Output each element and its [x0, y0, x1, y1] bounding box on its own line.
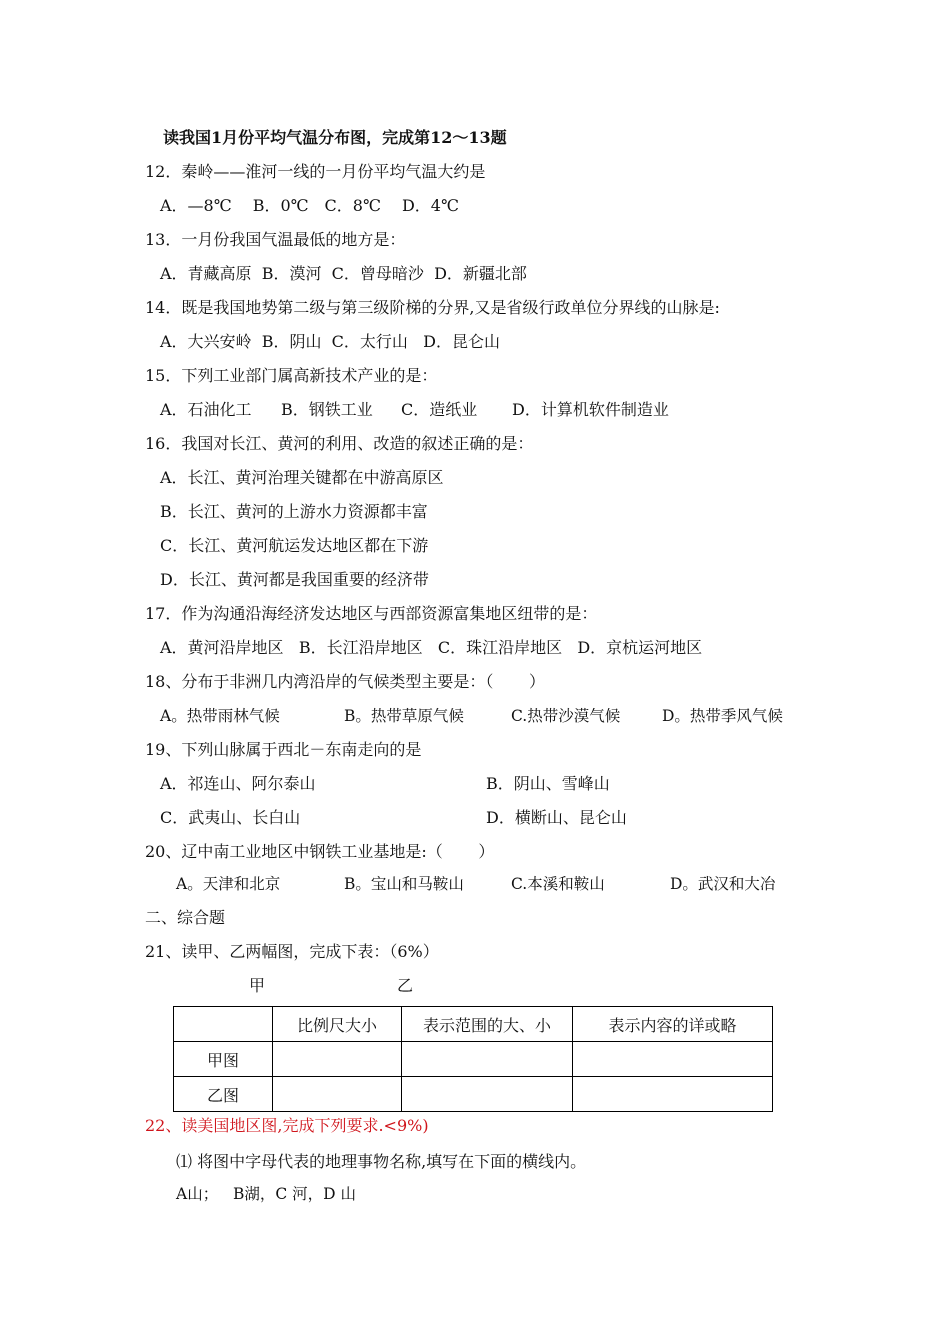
table-header-cell: 比例尺大小 — [273, 1007, 402, 1042]
table-header-row — [174, 1007, 773, 1042]
q16-option-b: B．长江、黄河的上游水力资源都丰富 — [160, 502, 428, 521]
table-row — [174, 1077, 773, 1112]
table-header-cell: 表示范围的大、小 — [402, 1007, 573, 1042]
map-jia-label: 甲 — [249, 976, 266, 995]
q12-options: A．—8℃ B．0℃ C．8℃ D．4℃ — [160, 196, 459, 215]
table-cell — [402, 1077, 573, 1112]
q16-option-a: A．长江、黄河治理关键都在中游高原区 — [160, 468, 444, 487]
q17-stem: 17．作为沟通沿海经济发达地区与西部资源富集地区纽带的是： — [145, 604, 598, 623]
q13-stem: 13．一月份我国气温最低的地方是： — [145, 230, 406, 249]
q19-option-b: B．阴山、雪峰山 — [486, 774, 610, 793]
table-cell: 乙图 — [174, 1077, 273, 1112]
q15-option-d: D．计算机软件制造业 — [512, 400, 669, 419]
q22-stem: 22、读美国地区图,完成下列要求.<9%) — [145, 1116, 429, 1135]
section-2-heading: 二、综合题 — [145, 908, 226, 927]
q13-options: A．青藏高原 B．漠河 C．曾母暗沙 D．新疆北部 — [160, 264, 527, 283]
q15-option-b: B．钢铁工业 — [281, 400, 373, 419]
table-cell: 甲图 — [174, 1042, 273, 1077]
q20-option-a: A。天津和北京 — [176, 875, 281, 893]
q22-answer-line: A山； B湖，C 河，D 山 — [176, 1185, 357, 1203]
q17-options: A．黄河沿岸地区 B．长江沿岸地区 C．珠江沿岸地区 D．京杭运河地区 — [160, 638, 703, 657]
table-cell — [273, 1042, 402, 1077]
q18-option-c: C.热带沙漠气候 — [511, 707, 621, 725]
table-cell — [273, 1077, 402, 1112]
q16-option-d: D．长江、黄河都是我国重要的经济带 — [160, 570, 429, 589]
q21-stem: 21、读甲、乙两幅图，完成下表：（6%） — [145, 942, 439, 961]
q16-stem: 16．我国对长江、黄河的利用、改造的叙述正确的是： — [145, 434, 534, 453]
table-cell — [402, 1042, 573, 1077]
q15-stem: 15．下列工业部门属高新技术产业的是： — [145, 366, 438, 385]
intro-line: 读我国1月份平均气温分布图，完成第12～13题 — [163, 128, 507, 147]
q18-option-b: B。热带草原气候 — [344, 707, 464, 725]
q18-option-a: A。热带雨林气候 — [160, 707, 280, 725]
table-header-cell: 表示内容的详或略 — [573, 1007, 773, 1042]
map-yi-label: 乙 — [397, 976, 414, 995]
q19-option-c: C．武夷山、长白山 — [160, 808, 301, 827]
q19-option-a: A．祁连山、阿尔泰山 — [160, 774, 316, 793]
q19-stem: 19、下列山脉属于西北－东南走向的是 — [145, 740, 422, 759]
q18-option-d: D。热带季风气候 — [662, 707, 783, 725]
q16-option-c: C．长江、黄河航运发达地区都在下游 — [160, 536, 429, 555]
q12-stem: 12．秦岭——淮河一线的一月份平均气温大约是 — [145, 162, 486, 181]
table-row — [174, 1042, 773, 1077]
q15-option-a: A．石油化工 — [160, 400, 252, 419]
table-cell — [573, 1042, 773, 1077]
q19-option-d: D．横断山、昆仑山 — [486, 808, 627, 827]
table-cell — [573, 1077, 773, 1112]
q20-option-d: D。武汉和大冶 — [670, 875, 776, 893]
q20-option-c: C.本溪和鞍山 — [511, 875, 605, 893]
q22-sub1: ⑴ 将图中字母代表的地理事物名称,填写在下面的横线内。 — [176, 1152, 587, 1171]
q15-option-c: C．造纸业 — [401, 400, 478, 419]
comparison-table — [173, 1006, 773, 1112]
q20-stem: 20、辽中南工业地区中钢铁工业基地是:（ ） — [145, 842, 495, 861]
q14-stem: 14．既是我国地势第二级与第三级阶梯的分界,又是省级行政单位分界线的山脉是: — [145, 298, 720, 317]
table-header-cell — [174, 1007, 273, 1042]
q14-options: A．大兴安岭 B．阴山 C．太行山 D．昆仑山 — [160, 332, 500, 351]
q20-option-b: B。宝山和马鞍山 — [344, 875, 464, 893]
q18-stem: 18、分布于非洲几内湾沿岸的气候类型主要是：（ ） — [145, 672, 545, 691]
